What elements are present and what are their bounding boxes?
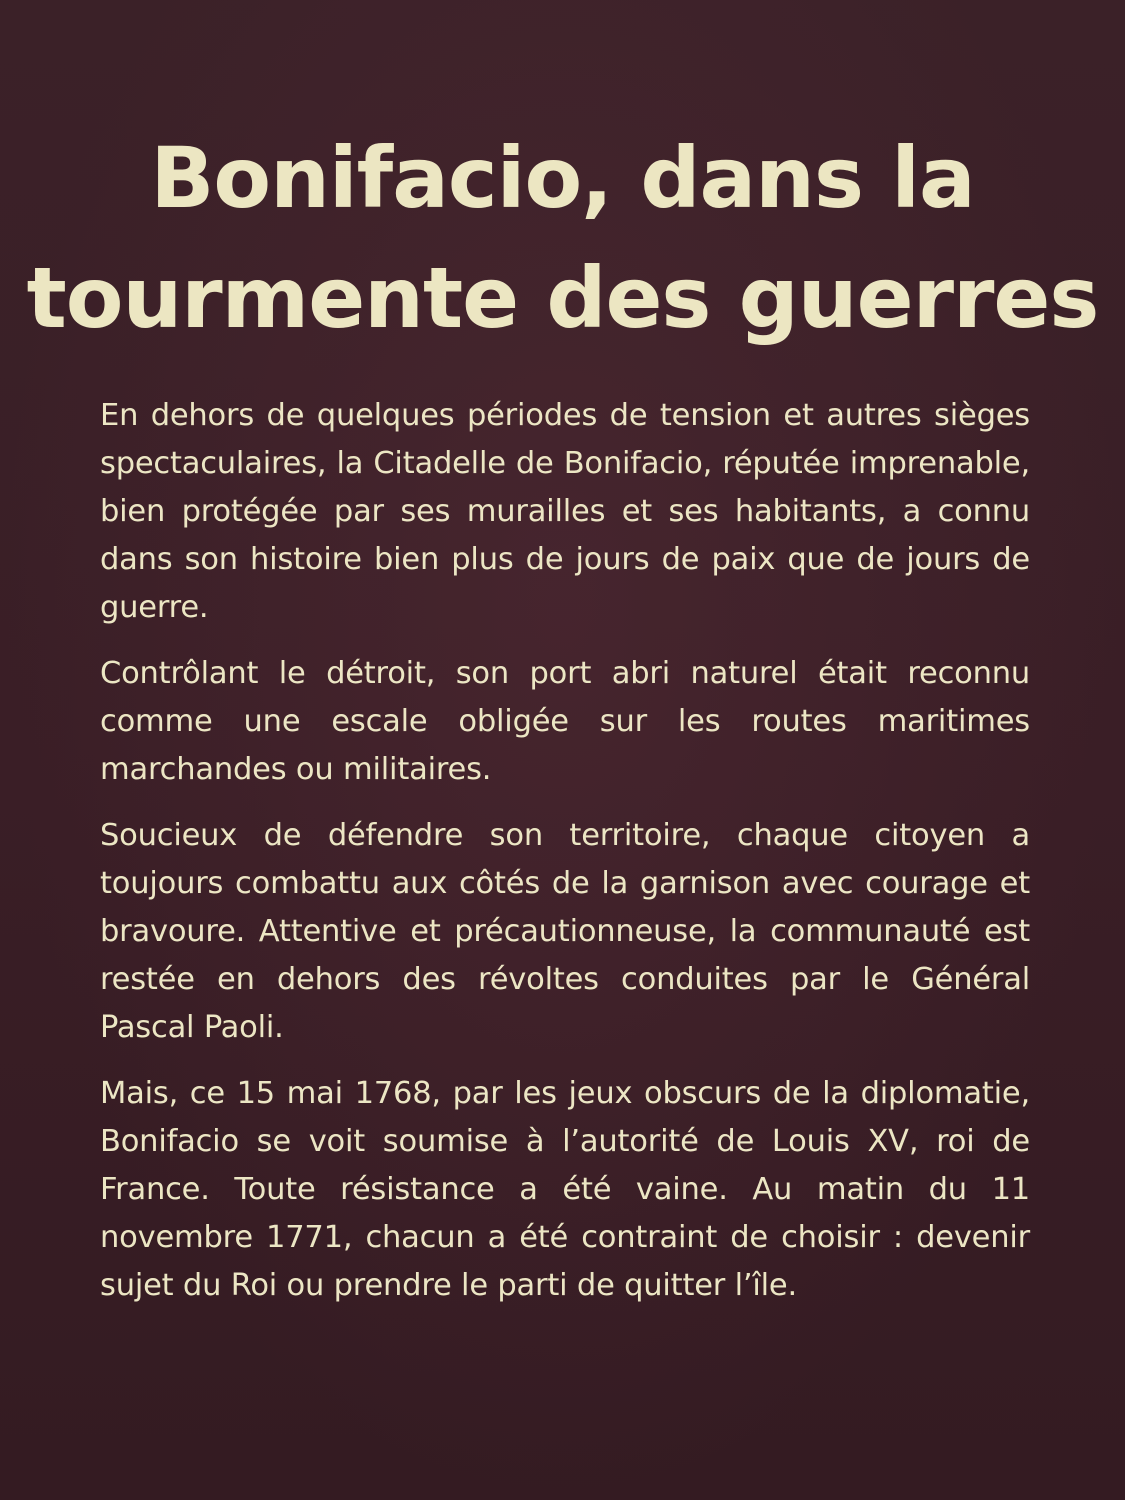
sign-body (100, 392, 1030, 1328)
paragraph-4: Mais, ce 15 mai 1768, par les jeux obscurs de la diplomatie, Bonifacio se voit soumise à l’autorité de Louis XV, roi de France. Toute résistance a été vaine. Au matin du 11 novembre 1771, chacun a été contraint de choisir : devenir sujet du Roi ou prendre le parti de quitter l’île. (100, 1076, 1030, 1303)
paragraph-3: Soucieux de défendre son territoire, chaque citoyen a toujours combattu aux côtés de la garnison avec courage et bravoure. Attentive et précautionneuse, la communauté est restée en dehors des révoltes conduites par le Général Pascal Paoli. (100, 818, 1030, 1045)
paragraph-2: Contrôlant le détroit, son port abri naturel était reconnu comme une escale obligée sur les routes maritimes marchandes ou militaires. (100, 656, 1030, 787)
paragraph-1: En dehors de quelques périodes de tension et autres sièges spectaculaires, la Citadelle de Bonifacio, réputée imprenable, bien protégée par ses murailles et ses habitants, a connu dans son histoire bien plus de jours de paix que de jours de guerre. (100, 398, 1030, 625)
title-line-1: Bonifacio, dans la (150, 129, 975, 227)
sign-title (0, 118, 1125, 358)
title-line-2: tourmente des guerres (26, 249, 1099, 347)
